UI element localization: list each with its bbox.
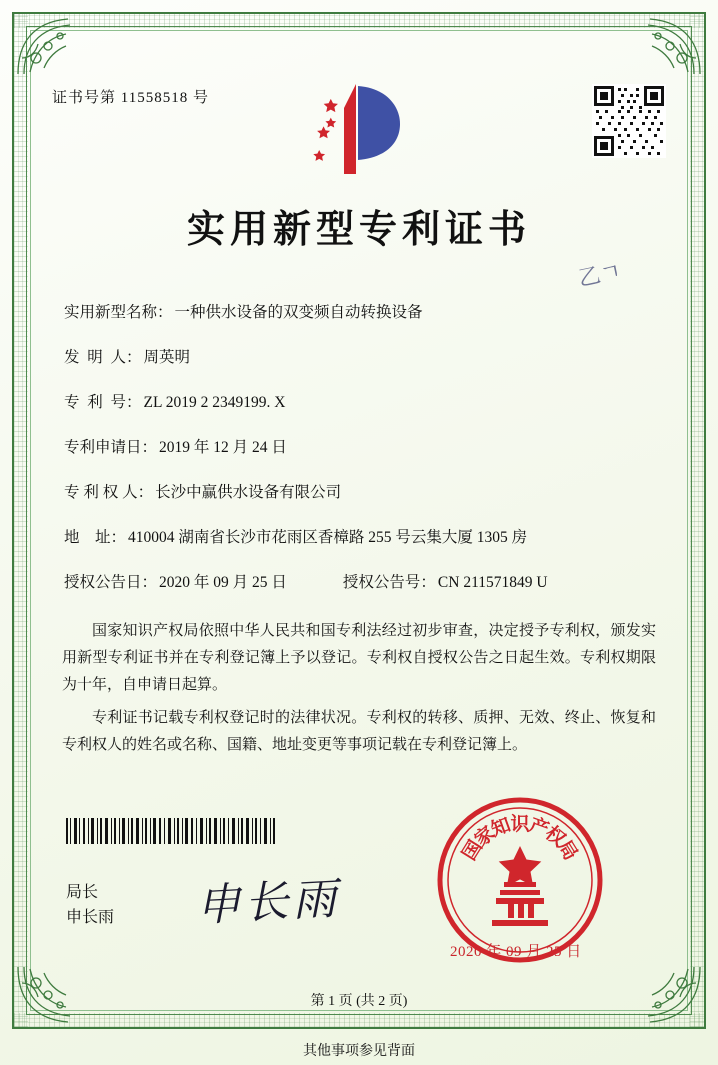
cnipa-logo-icon [300, 78, 416, 182]
field-row [64, 345, 654, 367]
field-value: 一种供水设备的双变频自动转换设备 [174, 304, 423, 321]
field-label: 地 址： [64, 529, 127, 546]
director-role-label: 局长 [66, 884, 99, 901]
field-value-grant-date: 2020 年 09 月 25 日 [159, 574, 287, 591]
legal-paragraph: 国家知识产权局依照中华人民共和国专利法经过初步审查，决定授予专利权，颁发实用新型专利证书并在专利登记簿上予以登记。专利权自授权公告之日起生效。专利权期限为十年，自申请日起算。 [62, 623, 656, 693]
field-label-grant-number: 授权公告号： [342, 574, 436, 591]
field-row-grant [64, 570, 654, 592]
svg-text:权: 权 [540, 822, 569, 852]
field-row [64, 300, 654, 322]
footer-note: 其他事项参见背面 [303, 1044, 415, 1059]
field-list [64, 300, 654, 615]
director-signature: 申长雨 [195, 874, 342, 931]
legal-paragraph: 专利证书记载专利权登记时的法律状况。专利权的转移、质押、无效、终止、恢复和专利权人的姓名或名称、国籍、地址变更等事项记载在专利登记簿上。 [62, 710, 656, 753]
svg-text:知: 知 [488, 814, 514, 841]
svg-text:识: 识 [510, 814, 530, 835]
field-label: 专 利 权 人： [64, 484, 154, 501]
director-name-label: 申长雨 [66, 909, 115, 926]
legal-text [62, 618, 656, 765]
svg-text:局: 局 [553, 836, 582, 865]
svg-text:家: 家 [471, 822, 500, 852]
field-value: ZL 2019 2 2349199. X [143, 394, 286, 411]
qr-code-icon [592, 84, 666, 158]
handwritten-mark: 乙ㄱ [576, 257, 624, 292]
barcode-icon [66, 818, 278, 844]
field-value: 410004 湖南省长沙市花雨区香樟路 255 号云集大厦 1305 房 [128, 529, 528, 546]
corner-ornament-icon [640, 14, 704, 78]
field-value: 长沙中赢供水设备有限公司 [155, 484, 342, 501]
field-label: 实用新型名称： [64, 304, 173, 321]
corner-ornament-icon [14, 14, 78, 78]
field-label: 发 明 人： [64, 349, 142, 366]
seal-date: 2020 年 09 月 25 日 [450, 944, 582, 960]
field-value-grant-number: CN 211571849 U [437, 574, 548, 591]
page-number: 第 1 页 (共 2 页) [310, 994, 408, 1009]
field-value: 2019 年 12 月 24 日 [159, 439, 287, 456]
field-row [64, 480, 654, 502]
field-label: 专利申请日： [64, 439, 158, 456]
field-row [64, 435, 654, 457]
field-row [64, 525, 654, 547]
signature-labels [66, 880, 114, 930]
field-label: 专 利 号： [64, 394, 142, 411]
field-value: 周英明 [143, 349, 191, 366]
certificate-number: 证书号第 11558518 号 [52, 90, 209, 106]
field-label-grant-date: 授权公告日： [64, 574, 158, 591]
svg-text:国: 国 [458, 836, 487, 865]
field-row [64, 390, 654, 412]
svg-text:产: 产 [526, 814, 552, 841]
page-title: 实用新型专利证书 [186, 209, 531, 251]
